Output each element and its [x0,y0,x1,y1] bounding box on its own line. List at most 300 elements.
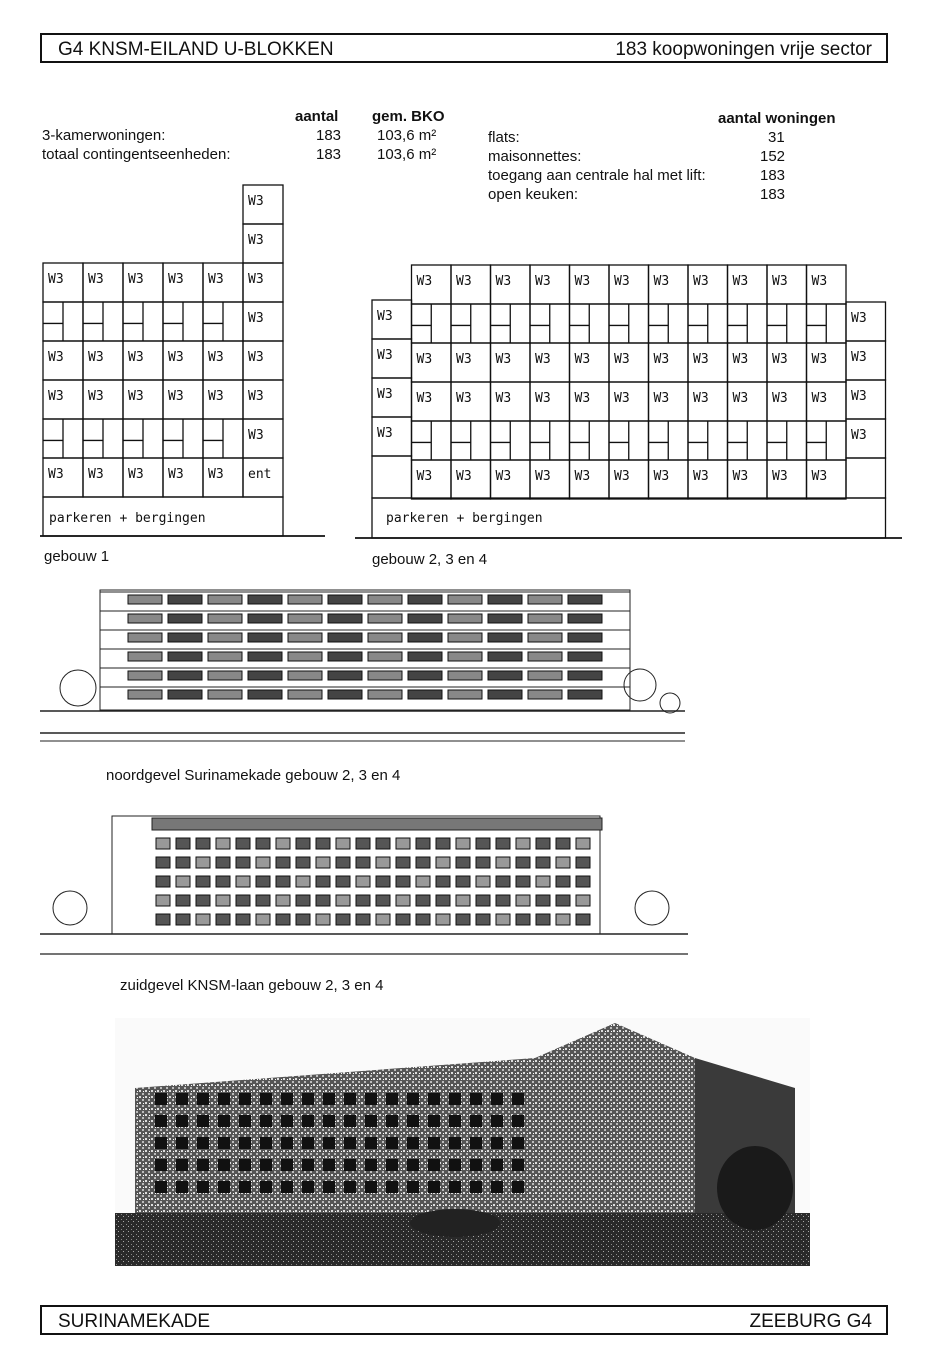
photo-window [344,1181,356,1193]
row-totaal-bko: 103,6 m² [377,146,437,163]
lift-label: toegang aan centrale hal met lift: [488,167,706,184]
window [448,595,482,604]
unit-label: W3 [248,233,264,248]
photo-window [344,1115,356,1127]
photo-window [512,1137,524,1149]
window [528,595,562,604]
split-level-mark [412,421,432,460]
window [448,690,482,699]
window [196,895,210,906]
window [436,857,450,868]
window [448,633,482,642]
maisonnettes-value: 152 [760,148,786,165]
photo-window [218,1115,230,1127]
window [408,614,442,623]
window [208,614,242,623]
photo-window [239,1093,251,1105]
window [316,876,330,887]
window [396,857,410,868]
north-elevation-drawing [40,585,690,755]
window [216,895,230,906]
window [488,633,522,642]
window [356,895,370,906]
window [156,857,170,868]
building-photo [115,1018,810,1266]
split-level-mark [530,421,550,460]
unit-label: W3 [653,274,670,289]
window [168,614,202,623]
window [576,895,590,906]
window [516,914,530,925]
unit-label: W3 [574,274,591,289]
unit-label: W3 [732,391,749,406]
window [176,914,190,925]
window [568,595,602,604]
window [396,895,410,906]
unit-label: W3 [456,274,472,289]
window [368,671,402,680]
window [128,671,162,680]
unit-label: W3 [574,391,591,406]
photo-window [323,1093,335,1105]
unit-label: W3 [128,389,144,404]
unit-label: W3 [772,469,788,484]
window [128,614,162,623]
photo-window [470,1137,482,1149]
window [536,857,550,868]
unit-label: W3 [248,389,264,404]
photo-window [218,1181,230,1193]
window [248,690,282,699]
photo-window [407,1115,419,1127]
unit-label: W3 [693,274,709,289]
window [476,857,490,868]
window [328,652,362,661]
photo-window [323,1159,335,1171]
photo-window [197,1093,209,1105]
building234-caption: gebouw 2, 3 en 4 [372,551,488,568]
footer-right: ZEEBURG G4 [749,1311,872,1332]
photo-window [512,1115,524,1127]
window [416,857,430,868]
window [296,914,310,925]
unit-label: W3 [732,352,749,367]
window [156,838,170,849]
unit-label: W3 [416,469,433,484]
unit-label: W3 [535,469,551,484]
photo-window [176,1181,188,1193]
window [556,876,570,887]
window [436,838,450,849]
photo-window [491,1159,503,1171]
window [128,652,162,661]
window [276,914,290,925]
photo-window [449,1115,461,1127]
unit-label: W3 [574,352,591,367]
photo-window [365,1137,377,1149]
photo-window [155,1093,167,1105]
unit-label: W3 [456,391,472,406]
parking-label: parkeren + bergingen [386,511,543,526]
split-level-mark [609,304,629,343]
photo-window [176,1137,188,1149]
photo-window [260,1115,272,1127]
row-totaal-label: totaal contingentseenheden: [42,146,231,163]
window [336,895,350,906]
unit-label: W3 [88,272,104,287]
unit-label: W3 [811,469,828,484]
photo-window [470,1159,482,1171]
photo-window [407,1181,419,1193]
photo-window [365,1115,377,1127]
photo-window [428,1115,440,1127]
photo-window [302,1115,314,1127]
row-3kamer-aantal: 183 [316,127,342,144]
unit-label: W3 [614,352,630,367]
unit-label: W3 [88,467,104,482]
split-level-mark [83,302,103,341]
photo-window [218,1137,230,1149]
window [328,671,362,680]
window [448,652,482,661]
split-level-mark [123,419,143,458]
window [376,857,390,868]
window [436,914,450,925]
photo-window [491,1093,503,1105]
photo-window [239,1137,251,1149]
window [448,614,482,623]
window [288,690,322,699]
window [396,914,410,925]
window [556,914,570,925]
south-elevation-caption: zuidgevel KNSM-laan gebouw 2, 3 en 4 [120,977,384,994]
window [476,876,490,887]
photo-window [218,1159,230,1171]
split-level-mark [412,304,432,343]
unit-label: W3 [495,274,512,289]
photo-window [155,1137,167,1149]
unit-label: W3 [248,350,264,365]
unit-label: W3 [811,391,828,406]
window [376,895,390,906]
unit-label: W3 [208,272,224,287]
window [496,914,510,925]
window [556,895,570,906]
split-level-mark [649,304,669,343]
split-level-mark [688,304,708,343]
photo-window [344,1137,356,1149]
window [416,895,430,906]
window [248,614,282,623]
north-elevation-caption: noordgevel Surinamekade gebouw 2, 3 en 4 [106,767,401,784]
window [156,895,170,906]
photo-window [197,1115,209,1127]
split-level-mark [609,421,629,460]
unit-label: W3 [772,391,788,406]
photo-window [449,1181,461,1193]
photo-window [323,1181,335,1193]
window [556,857,570,868]
page-footer [40,1305,888,1335]
page-subtitle: 183 koopwoningen vrije sector [615,39,872,60]
window [288,652,322,661]
window [576,857,590,868]
window [156,876,170,887]
unit-label: W3 [614,274,630,289]
unit-cell [372,456,412,498]
split-level-mark [203,419,223,458]
split-level-mark [807,304,827,343]
window [408,671,442,680]
page-title: G4 KNSM-EILAND U-BLOKKEN [58,39,334,60]
window [496,895,510,906]
window [448,671,482,680]
unit-label: W3 [811,274,828,289]
unit-label: W3 [811,352,828,367]
window [196,914,210,925]
unit-label: W3 [732,274,749,289]
window [396,876,410,887]
window [216,838,230,849]
photo-window [155,1181,167,1193]
window [328,595,362,604]
window [528,614,562,623]
split-level-mark [491,421,511,460]
window [496,838,510,849]
row-totaal-aantal: 183 [316,146,342,163]
split-level-mark [163,302,183,341]
photo-window [239,1159,251,1171]
tree [53,891,87,925]
window [236,895,250,906]
window [476,895,490,906]
split-level-mark [807,421,827,460]
unit-label: W3 [48,350,64,365]
unit-label: W3 [772,352,788,367]
tree [660,693,680,713]
photo-window [302,1159,314,1171]
window [236,914,250,925]
split-level-mark [728,304,748,343]
photo-window [470,1093,482,1105]
flats-value: 31 [768,129,785,146]
window [168,671,202,680]
row-3kamer-label: 3-kamerwoningen: [42,127,166,144]
tree [60,670,96,706]
window [196,838,210,849]
tree [624,669,656,701]
window [336,876,350,887]
unit-label: W3 [377,348,393,363]
unit-label: W3 [693,469,709,484]
photo-window [197,1137,209,1149]
unit-label: W3 [535,352,551,367]
photo-window [239,1115,251,1127]
window [456,876,470,887]
row-3kamer-bko: 103,6 m² [377,127,437,144]
window [276,876,290,887]
window [416,838,430,849]
window [316,857,330,868]
window [196,876,210,887]
window [296,838,310,849]
photo-window [428,1159,440,1171]
photo-window [155,1159,167,1171]
window [296,876,310,887]
window [516,857,530,868]
window [216,914,230,925]
unit-label: W3 [248,194,264,209]
window [568,633,602,642]
window [368,652,402,661]
window [516,838,530,849]
split-level-mark [767,421,787,460]
photo-window [386,1159,398,1171]
photo-window [365,1159,377,1171]
photo-window [281,1181,293,1193]
window [176,876,190,887]
open-keuken-label: open keuken: [488,186,579,203]
photo-window [260,1137,272,1149]
window [316,914,330,925]
photo-window [407,1159,419,1171]
window [128,595,162,604]
unit-label: W3 [851,428,867,443]
window [528,671,562,680]
unit-cell [846,458,886,498]
photo-window [176,1093,188,1105]
unit-label: W3 [48,467,64,482]
window [456,838,470,849]
window [456,895,470,906]
window [336,838,350,849]
photo-window [449,1159,461,1171]
window [236,838,250,849]
unit-label: W3 [653,391,670,406]
unit-label: W3 [693,352,709,367]
photo-window [407,1093,419,1105]
tree [635,891,669,925]
photo-window [197,1181,209,1193]
roof-band [152,818,602,830]
window [356,857,370,868]
unit-label: W3 [851,311,867,326]
window [408,652,442,661]
window [528,652,562,661]
window [356,876,370,887]
window [288,671,322,680]
window [288,614,322,623]
photo-window [302,1181,314,1193]
unit-label: W3 [88,350,104,365]
photo-window [428,1093,440,1105]
building1-caption: gebouw 1 [44,548,110,565]
photo-window [302,1137,314,1149]
unit-label: W3 [377,426,393,441]
window [536,914,550,925]
photo-window [302,1093,314,1105]
tree [717,1146,793,1230]
window [516,895,530,906]
south-elevation-drawing [40,808,690,960]
window [536,876,550,887]
window [208,595,242,604]
window [488,690,522,699]
window [208,690,242,699]
split-level-mark [530,304,550,343]
unit-label: W3 [416,352,433,367]
window [356,914,370,925]
photo-window [512,1181,524,1193]
unit-label: W3 [128,350,144,365]
photo-window [281,1115,293,1127]
photo-window [176,1159,188,1171]
split-level-mark [570,304,590,343]
unit-label: W3 [653,469,670,484]
window [168,652,202,661]
window [576,876,590,887]
split-level-mark [570,421,590,460]
window [488,614,522,623]
unit-label: W3 [377,387,393,402]
unit-label: W3 [495,391,512,406]
window [216,857,230,868]
window [488,595,522,604]
photo-window [344,1159,356,1171]
col-aantal-header: aantal [295,108,339,125]
unit-label: W3 [248,428,264,443]
unit-label: ent [248,467,272,482]
unit-label: W3 [48,272,64,287]
split-level-mark [728,421,748,460]
car [410,1209,500,1237]
unit-label: W3 [693,391,709,406]
window [408,633,442,642]
window [328,690,362,699]
unit-label: W3 [456,352,472,367]
window [436,876,450,887]
unit-label: W3 [614,469,630,484]
unit-label: W3 [88,389,104,404]
split-level-mark [649,421,669,460]
unit-label: W3 [456,469,472,484]
photo-window [260,1159,272,1171]
unit-label: W3 [495,469,512,484]
photo-window [386,1093,398,1105]
window [236,857,250,868]
window [208,652,242,661]
window [176,838,190,849]
window [368,595,402,604]
unit-label: W3 [851,389,867,404]
window [248,652,282,661]
unit-label: W3 [416,274,433,289]
unit-label: W3 [535,274,551,289]
unit-label: W3 [248,272,264,287]
unit-label: W3 [48,389,64,404]
window [288,633,322,642]
window [296,857,310,868]
unit-label: W3 [128,272,144,287]
section-diagram [0,0,925,560]
window [216,876,230,887]
window [488,671,522,680]
photo-window [176,1115,188,1127]
window [556,838,570,849]
window [168,633,202,642]
window [288,595,322,604]
photo-window [281,1159,293,1171]
